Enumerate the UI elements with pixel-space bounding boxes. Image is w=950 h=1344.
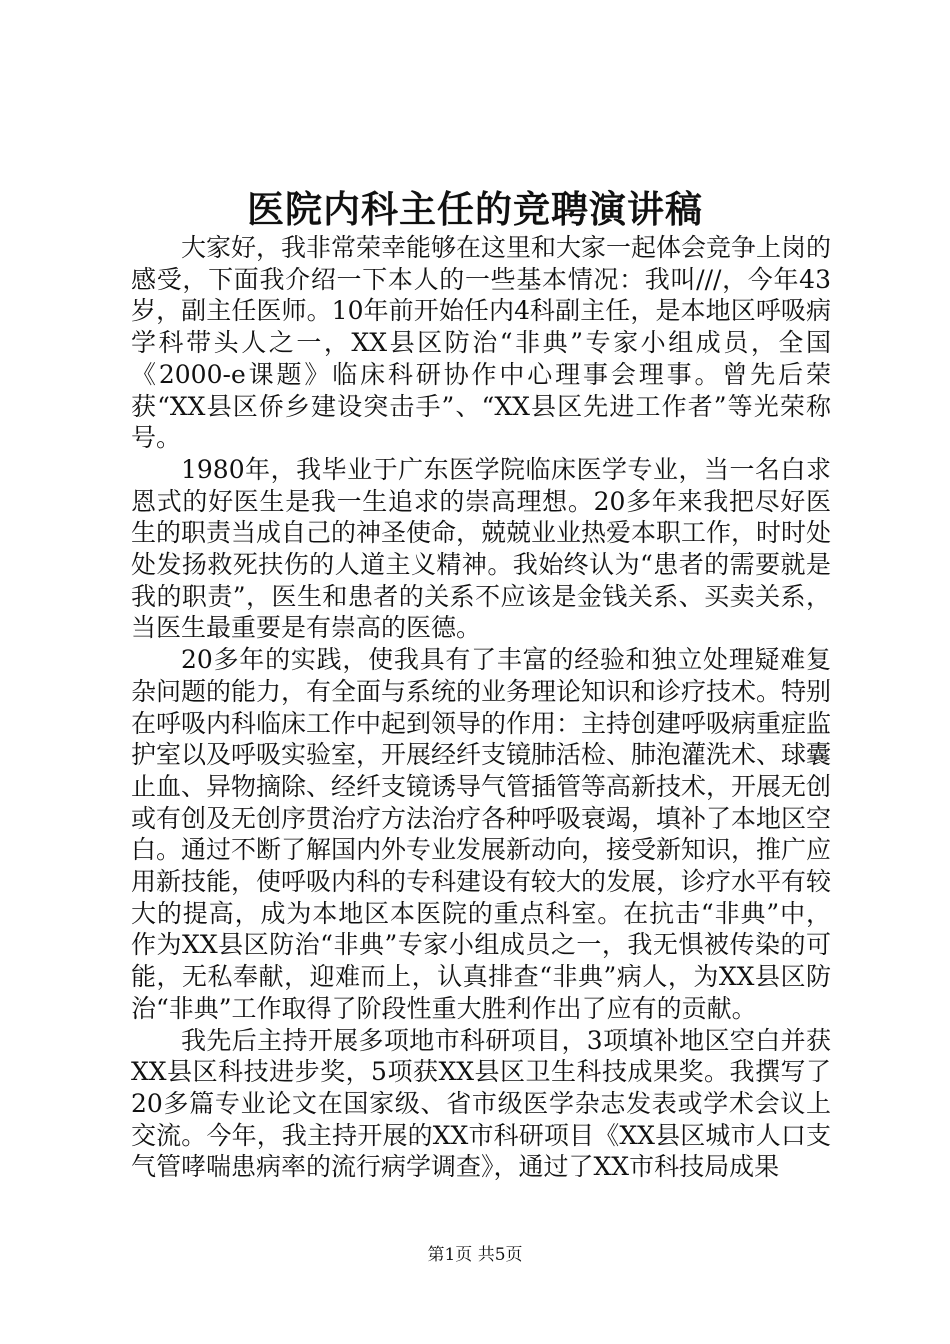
paragraph-2: 1980年，我毕业于广东医学院临床医学专业，当一名白求恩式的好医生是我一生追求的崇高理想。20多年来我把尽好医生的职责当成自己的神圣使命，兢兢业业热爱本职工作，时时处处发扬救死扶伤的人道主义精神。我始终认为“患者的需要就是我的职责”，医生和患者的关系不应该是金钱关系、买卖关系，当医生最重要是有崇高的医德。 <box>131 454 832 643</box>
document-body <box>131 232 831 1183</box>
document-title: 医院内科主任的竞聘演讲稿 <box>247 187 703 231</box>
page-number-footer: 第1页 共5页 <box>427 1245 523 1265</box>
paragraph-1: 大家好，我非常荣幸能够在这里和大家一起体会竞争上岗的感受，下面我介绍一下本人的一些基本情况：我叫///，今年43岁，副主任医师。10年前开始任内4科副主任，是本地区呼吸病学科带头人之一，XX县区防治“非典”专家小组成员，全国《2000-e课题》临床科研协作中心理事会理事。曾先后荣获“XX县区侨乡建设突击手”、“XX县区先进工作者”等光荣称号。 <box>131 233 832 453</box>
paragraph-3: 20多年的实践，使我具有了丰富的经验和独立处理疑难复杂问题的能力，有全面与系统的业务理论知识和诊疗技术。特别在呼吸内科临床工作中起到领导的作用：主持创建呼吸病重症监护室以及呼吸实验室，开展经纤支镜肺活检、肺泡灌洗术、球囊止血、异物摘除、经纤支镜诱导气管插管等高新技术，开展无创或有创及无创序贯治疗方法治疗各种呼吸衰竭，填补了本地区空白。通过不断了解国内外专业发展新动向，接受新知识，推广应用新技能，使呼吸内科的专科建设有较大的发展，诊疗水平有较大的提高，成为本地区本医院的重点科室。在抗击“非典”中，作为XX县区防治“非典”专家小组成员之一，我无惧被传染的可能，无私奉献，迎难而上，认真排查“非典”病人，为XX县区防治“非典”工作取得了阶段性重大胜利作出了应有的贡献。 <box>131 645 832 1023</box>
paragraph-4: 我先后主持开展多项地市科研项目，3项填补地区空白并获XX县区科技进步奖，5项获XX县区卫生科技成果奖。我撰写了20多篇专业论文在国家级、省市级医学杂志发表或学术会议上交流。今年，我主持开展的XX市科研项目《XX县区城市人口支气管哮喘患病率的流行病学调查》，通过了XX市科技局成果 <box>131 1025 831 1182</box>
